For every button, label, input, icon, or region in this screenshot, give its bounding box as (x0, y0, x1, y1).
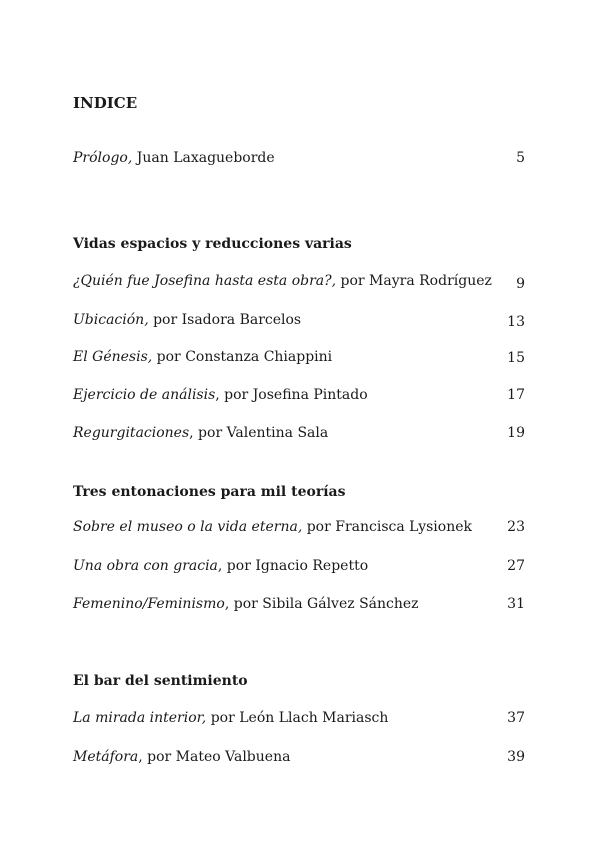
section-heading-2: Tres entonaciones para mil teorías (73, 484, 346, 500)
entry-page-number: 27 (507, 558, 525, 574)
entry-author: por León Llach Mariasch (206, 710, 389, 726)
entry-author: , por Valentina Sala (189, 425, 329, 441)
toc-entry (73, 349, 525, 365)
entry-page-number: 39 (507, 749, 525, 765)
entry-page-number: 17 (507, 387, 525, 403)
toc-entry (73, 387, 525, 403)
entry-work-title: Prólogo, (73, 150, 133, 166)
entry-work-title: Femenino/Feminismo (73, 596, 225, 612)
entry-page-number: 37 (507, 710, 525, 726)
entry-work-title: Regurgitaciones (73, 425, 190, 441)
entry-work-title: La mirada interior, (73, 710, 207, 726)
entry-author: , por Ignacio Repetto (217, 558, 369, 574)
entry-work-title: Una obra con gracia (73, 558, 218, 574)
toc-entry (73, 519, 525, 535)
entry-page-number: 5 (516, 150, 525, 166)
toc-entry-prologue (73, 150, 525, 166)
entry-work-title: El Génesis, (73, 349, 153, 365)
entry-work-title: Ejercicio de análisis (73, 387, 216, 403)
toc-entry (73, 596, 525, 612)
entry-author: por Isadora Barcelos (148, 312, 302, 328)
entry-work-title: Ubicación, (73, 312, 149, 328)
entry-author: Juan Laxagueborde (132, 150, 275, 166)
entry-page-number: 23 (507, 519, 525, 535)
entry-page-number: 13 (507, 314, 525, 330)
toc-entry (73, 425, 525, 441)
entry-author: por Constanza Chiappini (152, 349, 333, 365)
index-title: INDICE (73, 94, 138, 112)
entry-work-title: Metáfora (73, 749, 139, 765)
entry-author: , por Mateo Valbuena (138, 749, 291, 765)
toc-entry (73, 273, 525, 292)
entry-author: por Mayra Rodríguez (336, 273, 492, 289)
section-heading-3: El bar del sentimiento (73, 673, 248, 689)
entry-author: por Francisca Lysionek (302, 519, 472, 535)
entry-page-number: 31 (507, 596, 525, 612)
entry-work-title: Sobre el museo o la vida eterna, (73, 519, 303, 535)
toc-entry (73, 710, 525, 726)
entry-author: , por Josefina Pintado (215, 387, 368, 403)
entry-page-number: 9 (516, 276, 525, 292)
toc-entry (73, 749, 525, 765)
toc-entry (73, 312, 525, 328)
section-heading-1: Vidas espacios y reducciones varias (73, 236, 352, 252)
entry-page-number: 19 (507, 425, 525, 441)
toc-entry (73, 558, 525, 574)
entry-work-title: ¿Quién fue Josefina hasta esta obra?, (73, 273, 337, 289)
entry-page-number: 15 (507, 350, 525, 366)
entry-author: , por Sibila Gálvez Sánchez (224, 596, 419, 612)
